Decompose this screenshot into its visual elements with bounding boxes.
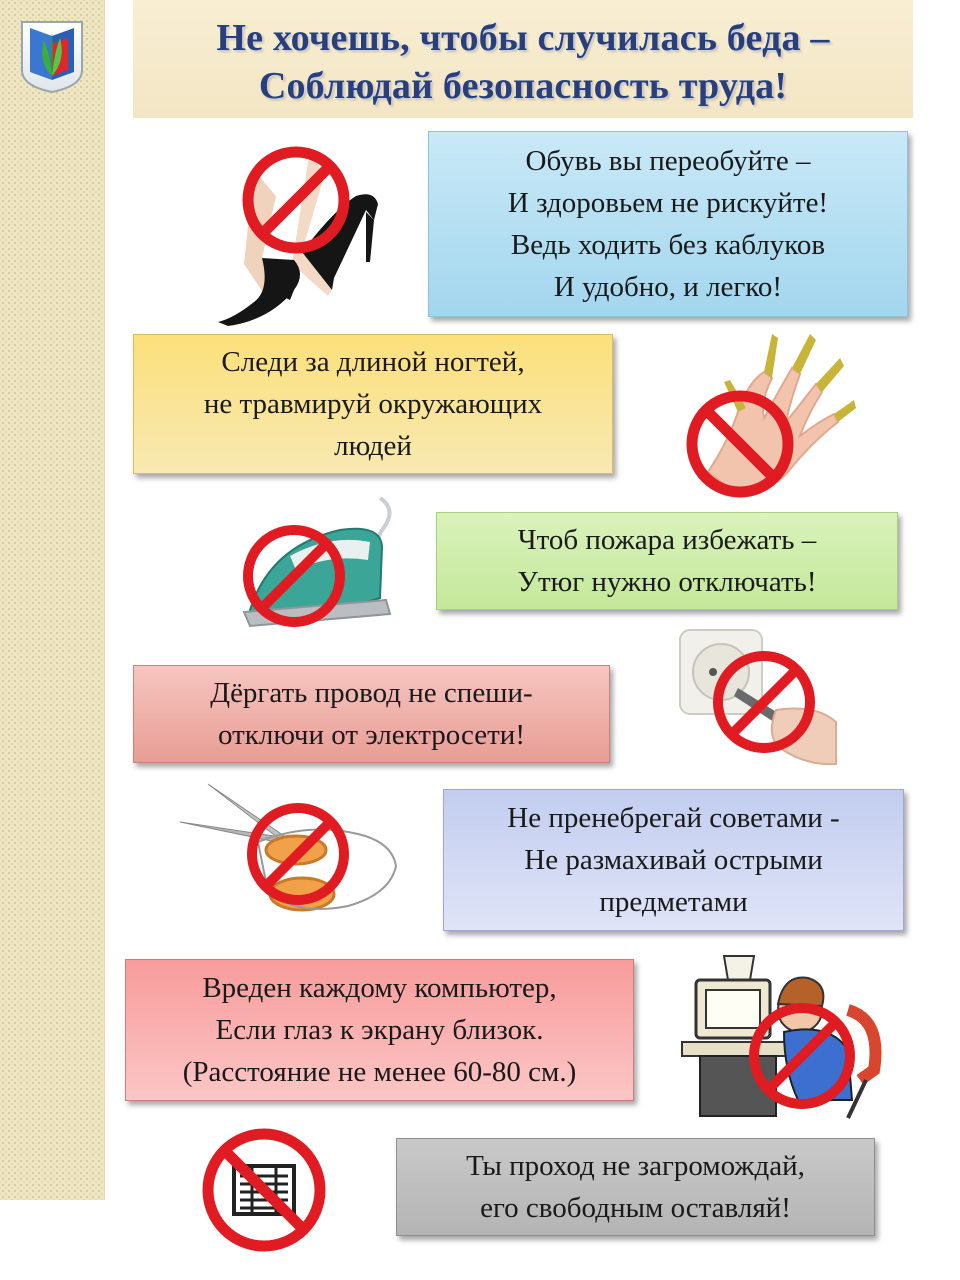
rule-text-line: Если глаз к экрану близок.: [215, 1014, 544, 1046]
rule-card-sharp-objects: [443, 789, 904, 931]
rule-text-line: Утюг нужно отключать!: [517, 566, 817, 598]
rule-text-line: Ты проход не загромождай,: [466, 1150, 805, 1182]
rule-text-line: Не размахивай острыми: [524, 844, 823, 876]
computer-user-icon: [680, 950, 890, 1120]
rule-card-cable: [133, 665, 610, 763]
rule-card-computer: [125, 959, 634, 1101]
decorative-side-strip: [0, 0, 105, 1200]
rule-text-line: Дёргать провод не спеши-: [210, 677, 533, 709]
blocked-passage-icon: [200, 1126, 328, 1254]
rule-card-footwear: [428, 131, 908, 317]
rule-text-line: Чтоб пожара избежать –: [517, 524, 817, 556]
rule-card-iron: [436, 512, 898, 610]
rule-text-line: (Расстояние не менее 60-80 см.): [182, 1056, 577, 1088]
rule-text-line: не травмируй окружающих: [203, 388, 543, 420]
rule-text-line: Не пренебрегай советами -: [507, 802, 840, 834]
union-logo-icon: [14, 14, 90, 94]
long-nails-icon: [668, 322, 858, 502]
rule-card-passage: [396, 1138, 875, 1236]
title-banner: [133, 0, 913, 118]
socket-plug-icon: [676, 626, 840, 766]
rule-text-line: отключи от электросети!: [218, 719, 525, 751]
iron-icon: [230, 490, 400, 640]
rule-text-line: Вреден каждому компьютер,: [202, 972, 557, 1004]
rule-text-line: его свободным оставляй!: [480, 1192, 791, 1224]
rule-text-line: предметами: [599, 886, 748, 918]
rule-text-line: Обувь вы переобуйте –: [525, 145, 811, 177]
scissors-icon: [178, 782, 402, 928]
rule-text-line: И здоровьем не рискуйте!: [507, 187, 829, 219]
high-heels-icon: [214, 140, 394, 330]
rule-text-line: И удобно, и легко!: [553, 271, 783, 303]
rule-text-line: людей: [334, 430, 412, 462]
rule-card-nails: [133, 334, 613, 474]
rule-text-line: Следи за длиной ногтей,: [221, 346, 525, 378]
rule-text-line: Ведь ходить без каблуков: [510, 229, 826, 261]
title-line-1: Не хочешь, чтобы случилась беда –: [216, 17, 830, 59]
title-line-2: Соблюдай безопасность труда!: [258, 65, 788, 107]
